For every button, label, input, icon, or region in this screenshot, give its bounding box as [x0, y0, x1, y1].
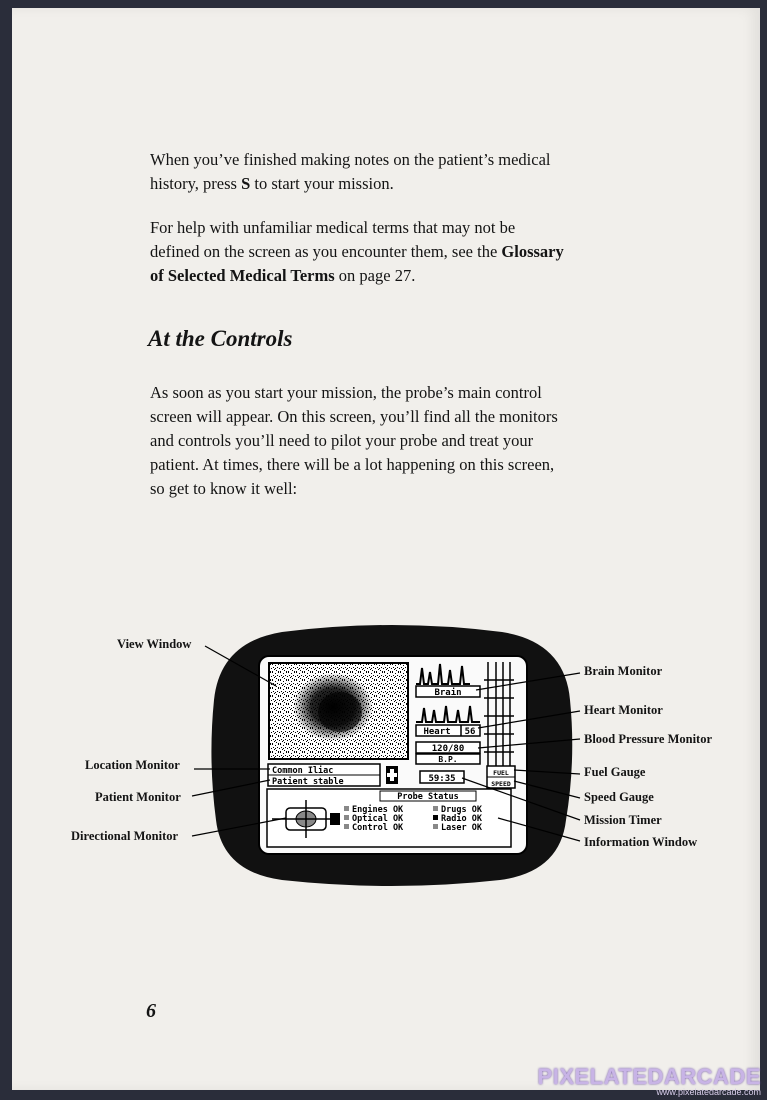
start-key: S — [241, 174, 251, 193]
watermark-brand: PIXELATEDARCADE — [537, 1064, 761, 1089]
mission-timer — [420, 771, 464, 784]
heart-label: Heart — [423, 727, 451, 737]
fuel-label: FUEL — [493, 769, 509, 777]
brain-label: Brain — [434, 688, 462, 698]
location-value: Common Iliac — [272, 766, 334, 776]
system-engines: Engines OK — [352, 805, 404, 815]
information-window — [267, 789, 511, 847]
bp-value: 120/80 — [431, 744, 465, 754]
timer-value: 59:35 — [428, 774, 456, 784]
patient-status-value: Patient stable — [272, 777, 344, 787]
callout-patient-monitor: Patient Monitor — [95, 790, 181, 804]
callout-mission-timer: Mission Timer — [584, 813, 662, 827]
help-paragraph: For help with unfamiliar medical terms that may not be defined on the screen as you encounter them, see the Glossary of Selected Medical Terms on page 27. — [150, 218, 564, 285]
intro-paragraph: When you’ve finished making notes on the patient’s medical history, press S to start your mission. — [150, 150, 551, 193]
callout-information-window: Information Window — [584, 835, 698, 849]
system-radio: Radio OK — [441, 814, 482, 824]
blood-pressure-monitor — [416, 742, 480, 764]
callout-location-monitor: Location Monitor — [85, 758, 180, 772]
page-number: 6 — [146, 1000, 156, 1022]
callout-blood-pressure-monitor: Blood Pressure Monitor — [584, 732, 713, 746]
callout-speed-gauge: Speed Gauge — [584, 790, 654, 804]
location-patient-monitors — [268, 764, 398, 787]
speed-label: SPEED — [491, 780, 511, 788]
glossary-ref-2: of Selected Medical Terms — [150, 266, 335, 285]
callout-heart-monitor: Heart Monitor — [584, 703, 663, 717]
section-heading: At the Controls — [148, 326, 293, 351]
probe-status-title: Probe Status — [397, 792, 459, 802]
callout-brain-monitor: Brain Monitor — [584, 664, 663, 678]
callout-view-window: View Window — [117, 637, 192, 651]
callout-fuel-gauge: Fuel Gauge — [584, 765, 646, 779]
system-optical: Optical OK — [352, 814, 404, 824]
watermark-url: www.pixelatedarcade.com — [656, 1087, 761, 1097]
fuel-speed-gauges — [487, 766, 515, 788]
controls-paragraph: As soon as you start your mission, the probe’s main control screen will appear. On this screen, you’ll find all the monitors and controls you’ll need to pilot your probe and treat your patient. At times, there will be a lot happening on this screen, so get to know it well: — [150, 383, 558, 498]
heart-value: 56 — [464, 727, 476, 737]
system-control: Control OK — [352, 823, 404, 833]
callout-directional-monitor: Directional Monitor — [71, 829, 179, 843]
glossary-ref-1: Glossary — [501, 242, 564, 261]
bp-label: B.P. — [438, 755, 458, 764]
system-drugs: Drugs OK — [441, 805, 482, 815]
system-laser: Laser OK — [441, 823, 482, 833]
watermark — [538, 1064, 761, 1097]
